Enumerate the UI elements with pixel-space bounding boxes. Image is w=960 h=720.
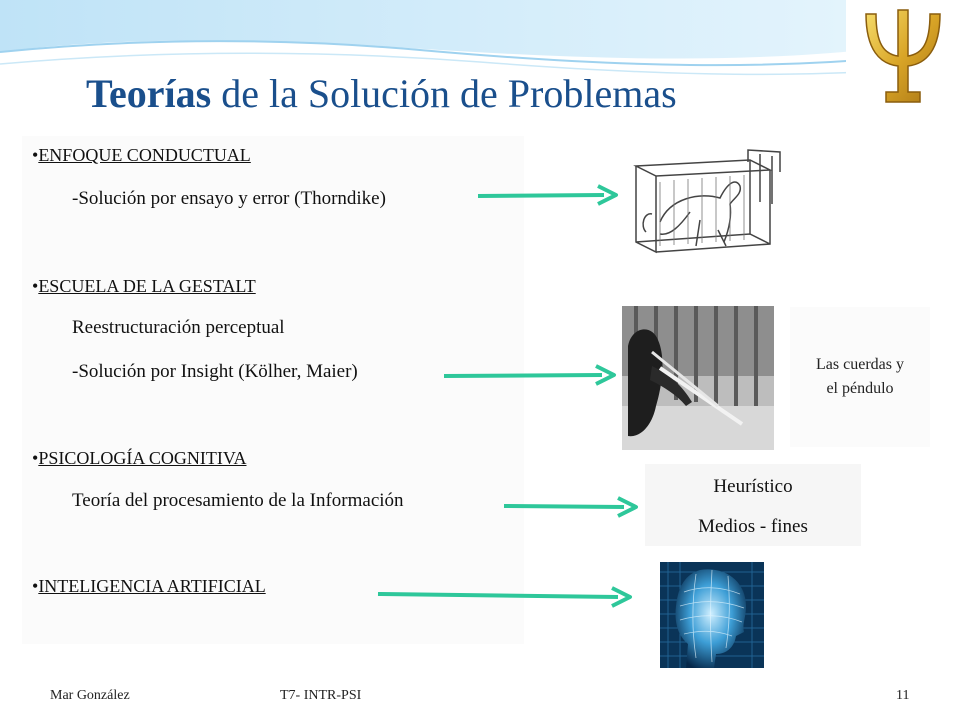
arrow-2 xyxy=(442,362,622,388)
heuristic-title: Heurístico xyxy=(713,476,793,497)
title-bold: Teorías xyxy=(86,71,212,116)
footer-course: T7- INTR-PSI xyxy=(280,688,362,703)
line-ensayo-error: -Solución por ensayo y error (Thorndike) xyxy=(72,188,386,209)
arrow-3 xyxy=(502,494,644,520)
bullet-ia: •INTELIGENCIA ARTIFICIAL xyxy=(32,576,266,596)
caption-line-1: Las cuerdas y xyxy=(816,356,904,373)
slide-title xyxy=(86,70,677,117)
title-rest: de la Solución de Problemas xyxy=(211,71,677,116)
chimpanzee-insight-image xyxy=(622,306,774,450)
bullet-cognitiva: •PSICOLOGÍA COGNITIVA xyxy=(32,448,247,468)
content-textbox xyxy=(22,136,524,644)
line-reestructuracion: Reestructuración perceptual xyxy=(72,317,285,338)
footer-page-number: 11 xyxy=(896,688,910,703)
line-procesamiento: Teoría del procesamiento de la Información xyxy=(72,490,404,511)
arrow-4 xyxy=(376,584,638,610)
cat-puzzle-box-image xyxy=(630,142,790,260)
heuristic-box xyxy=(645,464,861,546)
psi-symbol-icon xyxy=(846,0,960,112)
caption-line-2: el péndulo xyxy=(826,380,894,397)
line-insight: -Solución por Insight (Kölher, Maier) xyxy=(72,361,358,382)
caption-cuerdas-pendulo xyxy=(790,307,930,447)
bullet-conductual: •ENFOQUE CONDUCTUAL xyxy=(32,145,251,165)
arrow-1 xyxy=(476,182,626,208)
bullet-gestalt: •ESCUELA DE LA GESTALT xyxy=(32,276,256,296)
heuristic-sub: Medios - fines xyxy=(698,516,808,537)
footer-author: Mar González xyxy=(50,688,130,703)
digital-head-image xyxy=(660,562,764,668)
psi-logo xyxy=(846,0,960,112)
